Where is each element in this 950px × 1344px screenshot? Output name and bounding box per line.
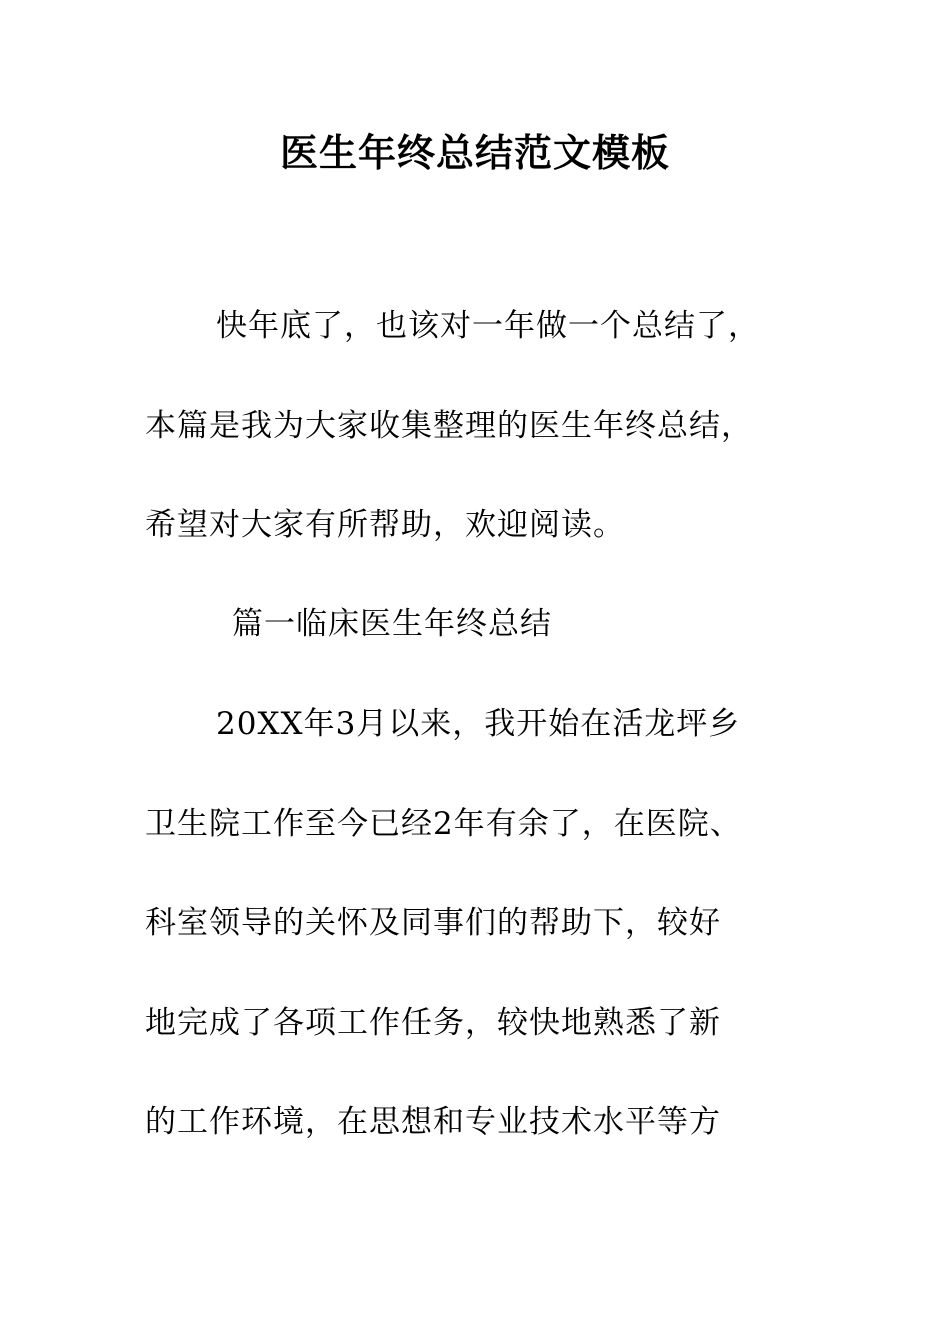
body-line: 的工作环境，在思想和专业技术水平等方 xyxy=(145,1104,721,1140)
body-line: 希望对大家有所帮助，欢迎阅读。 xyxy=(145,507,625,543)
body-line: 快年底了，也该对一年做一个总结了， xyxy=(216,308,760,344)
body-line: 20XX年3月以来，我开始在活龙坪乡 xyxy=(216,706,741,742)
body-line: 科室领导的关怀及同事们的帮助下，较好 xyxy=(145,905,721,941)
body-line: 卫生院工作至今已经2年有余了，在医院、 xyxy=(145,806,742,842)
body-line: 本篇是我为大家收集整理的医生年终总结， xyxy=(145,408,753,444)
section-heading: 篇一临床医生年终总结 xyxy=(232,606,552,642)
body-line: 地完成了各项工作任务，较快地熟悉了新 xyxy=(145,1005,721,1041)
document-title: 医生年终总结范文模板 xyxy=(279,130,670,175)
